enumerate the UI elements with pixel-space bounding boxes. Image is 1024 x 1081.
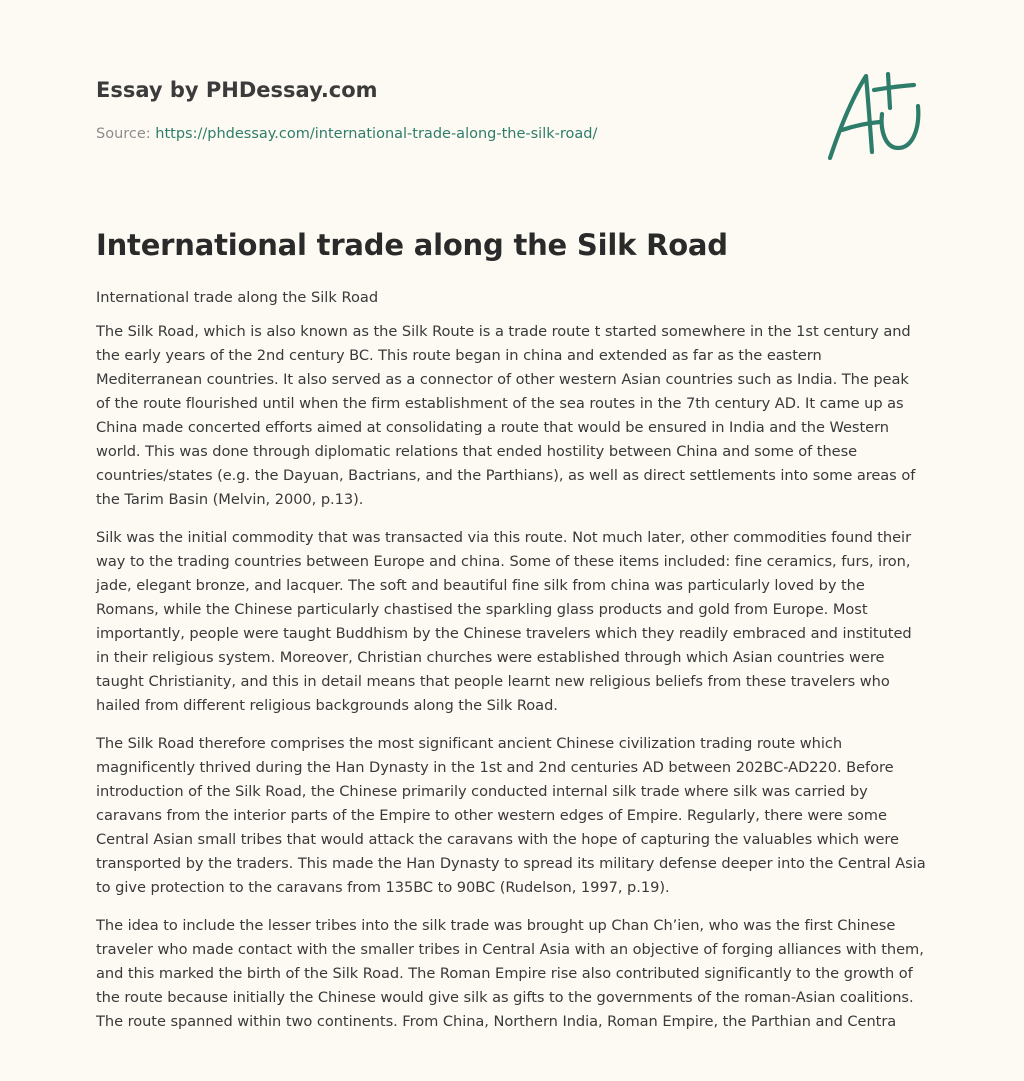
- a-plus-icon: [822, 68, 926, 164]
- essay-paragraph: The idea to include the lesser tribes into the silk trade was brought up Chan Ch’ien, who was the first Chinese traveler who made contact with the smaller tribes in Central Asia with an objective of forging alliances with them, and this marked the birth of the Silk Road. The Roman Empire rise also contributed significantly to the growth of the route because initially the Chinese would give silk as gifts to the governments of the roman-Asian coalitions. The route spanned within two continents. From China, Northern India, Roman Empire, the Parthian and Centra: [96, 917, 924, 1030]
- source-link[interactable]: https://phdessay.com/international-trade-along-the-silk-road/: [155, 126, 598, 142]
- source-label: Source:: [96, 126, 156, 142]
- essay-title: International trade along the Silk Road: [96, 228, 728, 262]
- essay-paragraph: The Silk Road therefore comprises the most significant ancient Chinese civilization trading route which magnificently thrived during the Han Dynasty in the 1st and 2nd centuries AD between 202BC-AD220. Before introduction of the Silk Road, the Chinese primarily conducted internal silk trade where silk was carried by caravans from the interior parts of the Empire to other western edges of Empire. Regularly, there were some Central Asian small tribes that would attack the caravans with the hope of capturing the valuables which were transported by the traders. This made the Han Dynasty to spread its military defense deeper into the Central Asia to give protection to the caravans from 135BC to 90BC (Rudelson, 1997, p.19).: [96, 735, 926, 896]
- source-line: [96, 125, 796, 143]
- essay-subtitle: International trade along the Silk Road: [96, 289, 379, 306]
- site-brand: Essay by PHDessay.com: [96, 78, 378, 102]
- essay-paragraph: The Silk Road, which is also known as the Silk Route is a trade route t started somewhere in the 1st century and the early years of the 2nd century BC. This route began in china and extended as far as the eastern Mediterranean countries. It also served as a connector of other western Asian countries such as India. The peak of the route flourished until when the firm establishment of the sea routes in the 7th century AD. It came up as China made concerted efforts aimed at consolidating a route that would be ensured in India and the Western world. This was done through diplomatic relations that ended hostility between China and some of these countries/states (e.g. the Dayuan, Bactrians, and the Parthians), as well as direct settlements into some areas of the Tarim Basin (Melvin, 2000, p.13).: [96, 323, 916, 508]
- page-header: [96, 78, 796, 143]
- essay-paragraph: Silk was the initial commodity that was transacted via this route. Not much later, other commodities found their way to the trading countries between Europe and china. Some of these items included: fine ceramics, furs, iron, jade, elegant bronze, and lacquer. The soft and beautiful fine silk from china was particularly loved by the Romans, while the Chinese particularly chastised the sparkling glass products and gold from Europe. Most importantly, people were taught Buddhism by the Chinese travelers which they readily embraced and instituted in their religious system. Moreover, Christian churches were established through which Asian countries were taught Christianity, and this in detail means that people learnt new religious beliefs from these travelers who hailed from different religious backgrounds along the Silk Road.: [96, 529, 912, 714]
- essay-body: [96, 286, 926, 1048]
